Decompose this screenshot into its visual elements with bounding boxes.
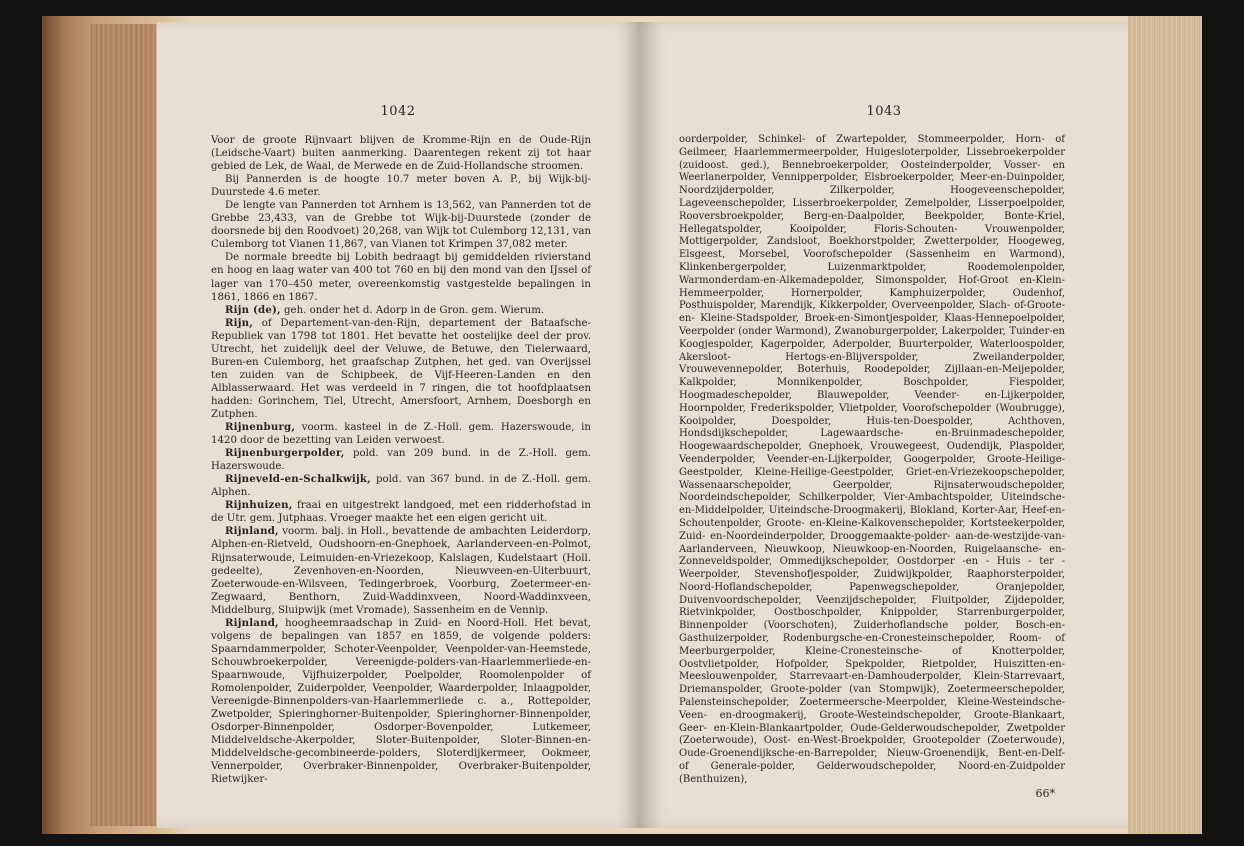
page-number-left: 1042	[380, 104, 416, 119]
left-page	[157, 22, 639, 828]
entry	[211, 499, 591, 525]
entry-headword: Rijnenburg,	[225, 421, 296, 434]
entry-text: voorm. balj. in Holl., bevattende de ambachten Leiderdorp, Alphen-en-Rietveld, Oudshoorn-en-Gnephoek, Aarlanderveen-en-Polmot, Rijnsaterwoude, Leimuiden-en-Vriezekoop, Kalslagen, Kudelstaart (Holl. gedeelte), Zevenhoven-en-Noorden, Nieuwveen-en-Uiterbuurt, Zoeterwoude-en-Wilsveen, Tedingerbroek, Voorburg, Zoetermeer-en-Zegwaard, Benthorn, Zuid-Waddinxveen, Noord-Waddinxveen, Middelburg, Sluipwijk (met Vromade), Sassenheim en de Vennip.	[211, 526, 591, 616]
entry-text: voorm. kasteel in de Z.-Holl. gem. Hazerswoude, in 1420 door de bezetting van Leiden verwoest.	[211, 422, 591, 447]
open-book	[42, 16, 1202, 834]
entry	[211, 525, 591, 616]
paragraph	[211, 199, 591, 251]
paragraph	[211, 134, 591, 173]
entry-headword: Rijn (de),	[225, 303, 281, 316]
left-page-stack	[90, 24, 156, 826]
right-page-text	[679, 134, 1065, 800]
entry-headword: Rijnland,	[225, 525, 279, 538]
entry-headword: Rijnland,	[225, 616, 279, 629]
paragraph	[211, 173, 591, 199]
entry-text: pold. van 209 bund. in de Z.-Holl. gem. Hazerswoude.	[211, 448, 591, 473]
right-page-stack	[1128, 16, 1202, 834]
entry	[211, 473, 591, 499]
entry-headword: Rijn,	[225, 316, 253, 329]
entry	[211, 447, 591, 473]
paragraph-text: De normale breedte bij Lobith bedraagt bij gemiddelden rivierstand en hoog en laag water van 400 tot 760 en bij den mond van den IJssel of lager van 170–450 meter, overeenkomstig vastgestelde bepalingen in 1861, 1866 en 1867.	[211, 252, 591, 303]
entry	[211, 421, 591, 447]
entry	[211, 304, 591, 317]
entry	[211, 317, 591, 421]
paragraph-text: Voor de groote Rijnvaart blijven de Kromme-Rijn en de Oude-Rijn (Leidsche-Vaart) buiten aanmerking. Daarentegen rekent zij tot haar gebied de Lek, de Waal, de Merwede en de Zuid-Hollandsche stroomen.	[211, 135, 591, 173]
entry-text: pold. van 367 bund. in de Z.-Holl. gem. Alphen.	[211, 474, 591, 499]
entry-headword: Rijneveld-en-Schalkwijk,	[225, 473, 371, 486]
paragraph	[679, 134, 1065, 787]
entry-headword: Rijnenburgerpolder,	[225, 447, 345, 460]
entry-headword: Rijnhuizen,	[225, 499, 293, 512]
entry	[211, 617, 591, 787]
right-page	[639, 22, 1129, 828]
paragraph-text: De lengte van Pannerden tot Arnhem is 13,562, van Pannerden tot de Grebbe 23,433, van de Grebbe tot Wijk-bij-Duurstede (zonder de doorsnede bij den Roodvoet) 20,268, van Wijk tot Culemborg 12,131, van Culemborg tot Vianen 11,867, van Vianen tot Krimpen 37,082 meter.	[211, 200, 592, 251]
signature-mark: 66*	[1035, 786, 1055, 800]
page-number-right: 1043	[866, 104, 902, 119]
entry-text: geh. onder het d. Adorp in de Gron. gem. Wierum.	[280, 304, 545, 316]
left-page-text	[211, 134, 591, 786]
paragraph-text: oorderpolder, Schinkel- of Zwartepolder, Stommeerpolder, Horn- of Geilmeer, Haarlemmermeerpolder, Huigesloterpolder, Lissebroekerpolder (zuidoost. ged.), Bennebroekerpolder, Oosteinderpolder, Vosser- en Weerlanerpolder, Vennipperpolder, Elsbroekerpolder, Meer-en-Duinpolder, Noordzijderpolder, Zilkerpolder, Hoogeveenschepolder, Lageveenschepolder, Lisserbroekerpolder, Zemelpolder, Lisserpoelpolder, Rooversbroekpolder, Berg-en-Daalpolder, Beekpolder, Bonte-Kriel, Hellegatspolder, Kooipolder, Floris-Schouten- Vrouwenpolder, Mottigerpolder, Zandsloot, Boekhorstpolder, Zwetterpolder, Hoogeweg, Elsgeest, Morsebel, Voorofschepolder (Sassenheim en Warmond), Klinkenbergerpolder, Luizenmarktpolder, Roodemolenpolder, Warmonderdam-en-Alkemadepolder, Simonspolder, Hof-Groot en-Klein-Hemmeerpolder, Hornerpolder, Kamphuizerpolder, Oudenhof, Posthuispolder, Marendijk, Kikkerpolder, Overveenpolder, Slach- of-Groote-en- Kleine-Stadspolder, Broek-en-Simontjespolder, Klaas-Hennepoelpolder, Veerpolder (onder Warmond), Zwanoburgerpolder, Lakerpolder, Tuinder-en Koogjespolder, Kagerpolder, Aderpolder, Buurterpolder, Waterloospolder, Akersloot- Hertogs-en-Blijverspolder, Zweilanderpolder, Vrouwevennepolder, Boterhuis, Roodepolder, Zijllaan-en-Meijepolder, Kalkpolder, Monnikenpolder, Boschpolder, Fiespolder, Hoogmadeschepolder, Blauwepolder, Veender- en-Lijkerpolder, Hoornpolder, Frederikspolder, Vlietpolder, Voorofschepolder (Woubrugge), Kooipolder, Doespolder, Huis-ten-Doespolder, Achthoven, Hondsdijkschepolder, Lagewaardsche- en-Bruinmadeschepolder, Hoogewaardschepolder, Gnephoek, Vrouwegeest, Oudendijk, Plaspolder, Veenderpolder, Veender-en-Lijkerpolder, Googerpolder, Groote-Heilige-Geestpolder, Kleine-Heilige-Geestpolder, Griet-en-Vriezekoopschepolder, Wassenaarschepolder, Geerpolder, Rijnsaterwoudschepolder, Noordeindschepolder, Schilkerpolder, Vier-Ambachtspolder, Uiteindsche-en-Middelpolder, Uiteindsche-Droogmakerij, Blokland, Korter-Aar, Heef-en-Schoutenpolder, Groote- en-Kleine-Kalkovenschepolder, Kortsteekerpolder, Zuid- en-Noordeinderpolder, Drooggemaakte-polder- aan-de-westzijde-van-Aarlanderveen, Nieuwkoop, Nieuwkoop-en-Noorden, Ruigelaansche- en-Zonneveldspolder, Ommedijkschepolder, Oostdorper -en - Huis - ter - Weerpolder, Stevenshofjespolder, Zuidwijkpolder, Raaphorsterpolder, Noord-Hoflandschepolder, Papenwegschepolder, Oranjepolder, Duivenvoordschepolder, Veenzijdschepolder, Fluitpolder, Zijdepolder, Rietvinkpolder, Oostboschpolder, Knippolder, Starrenburgerpolder, Binnenpolder (Voorschoten), Zuiderhoflandsche polder, Bosch-en-Gasthuizerpolder, Rodenburgsche-en-Cronesteinschepolder, Room- of Meerburgerpolder, Kleine-Cronesteinsche- of Knotterpolder, Oostvlietpolder, Hofpolder, Spekpolder, Rietpolder, Huiszitten-en-Meeslouwenpolder, Starrevaart-en-Damhouderpolder, Klein-Starrevaart, Driemanspolder, Groote-polder (van Stompwijk), Zoetermeerschepolder, Palensteinschepolder, Zoetermeersche-Meerpolder, Kleine-Westeindsche-Veen- en-droogmakerij, Groote-Westeindschepolder, Groote-Blankaart, Geer- en-Klein-Blankaartpolder, Oude-Gelderwoudschepolder, Zwetpolder (Zoeterwoude), Oost- en-West-Broekpolder, Grootepolder (Zoeterwoude), Oude-Groenendijksche-en-Barrepolder, Nieuw-Groenendijk, Bent-en-Delf- of Generale-polder, Gelderwoudschepolder, Noord-en-Zuidpolder (Benthuizen),	[679, 134, 1065, 785]
entry-text: of Departement-van-den-Rijn, departement der Bataafsche-Republiek van 1798 tot 1801. Het bevatte het oostelijke deel der prov. Utrecht, het zuidelijk deel der Veluwe, de Betuwe, den Tielerwaard, Buren-en Culemborg, het graafschap Zutphen, het ged. van Overijssel ten zuiden van de Schipbeek, de Vijf-Heeren-Landen en den Alblasserwaard. Het was verdeeld in 7 ringen, die tot hoofdplaatsen hadden: Gorinchem, Tiel, Utrecht, Amersfoort, Arnhem, Doesborgh en Zutphen.	[211, 317, 591, 420]
entry-text: fraai en uitgestrekt landgoed, met een ridderhofstad in de Utr. gem. Jutphaas. Vroeger maakte het een eigen gericht uit.	[211, 500, 591, 525]
entry-text: hoogheemraadschap in Zuid- en Noord-Holl. Het bevat, volgens de bepalingen van 1857 en 1859, de volgende polders: Spaarndammerpolder, Schoter-Veenpolder, Veenpolder-van-Heemstede, Schouwbroekerpolder, Vereenigde-polders-van-Haarlemmerliede-en-Spaarnwoude, Vijfhuizerpolder, Poelpolder, Roomolenpolder of Romolenpolder, Zuiderpolder, Veenpolder, Waarderpolder, Inlaagpolder, Vereenigde-Binnenpolders-van-Haarlemmerliede c. a., Rottepolder, Zwetpolder, Spieringhorner-Buitenpolder, Spieringhorner-Binnenpolder, Osdorper-Binnenpolder, Osdorper-Bovenpolder, Lutkemeer, Middelveldsche-Akerpolder, Sloter-Buitenpolder, Sloter-Binnen-en-Middelveldsche-gecombineerde-polders, Sloterdijkermeer, Ookmeer, Vennerpolder, Overbraker-Binnenpolder, Overbraker-Buitenpolder, Rietwijker-	[211, 617, 591, 786]
paragraph-text: Bij Pannerden is de hoogte 10.7 meter boven A. P., bij Wijk-bij-Duurstede 4.6 meter.	[211, 174, 591, 199]
paragraph	[211, 251, 591, 303]
